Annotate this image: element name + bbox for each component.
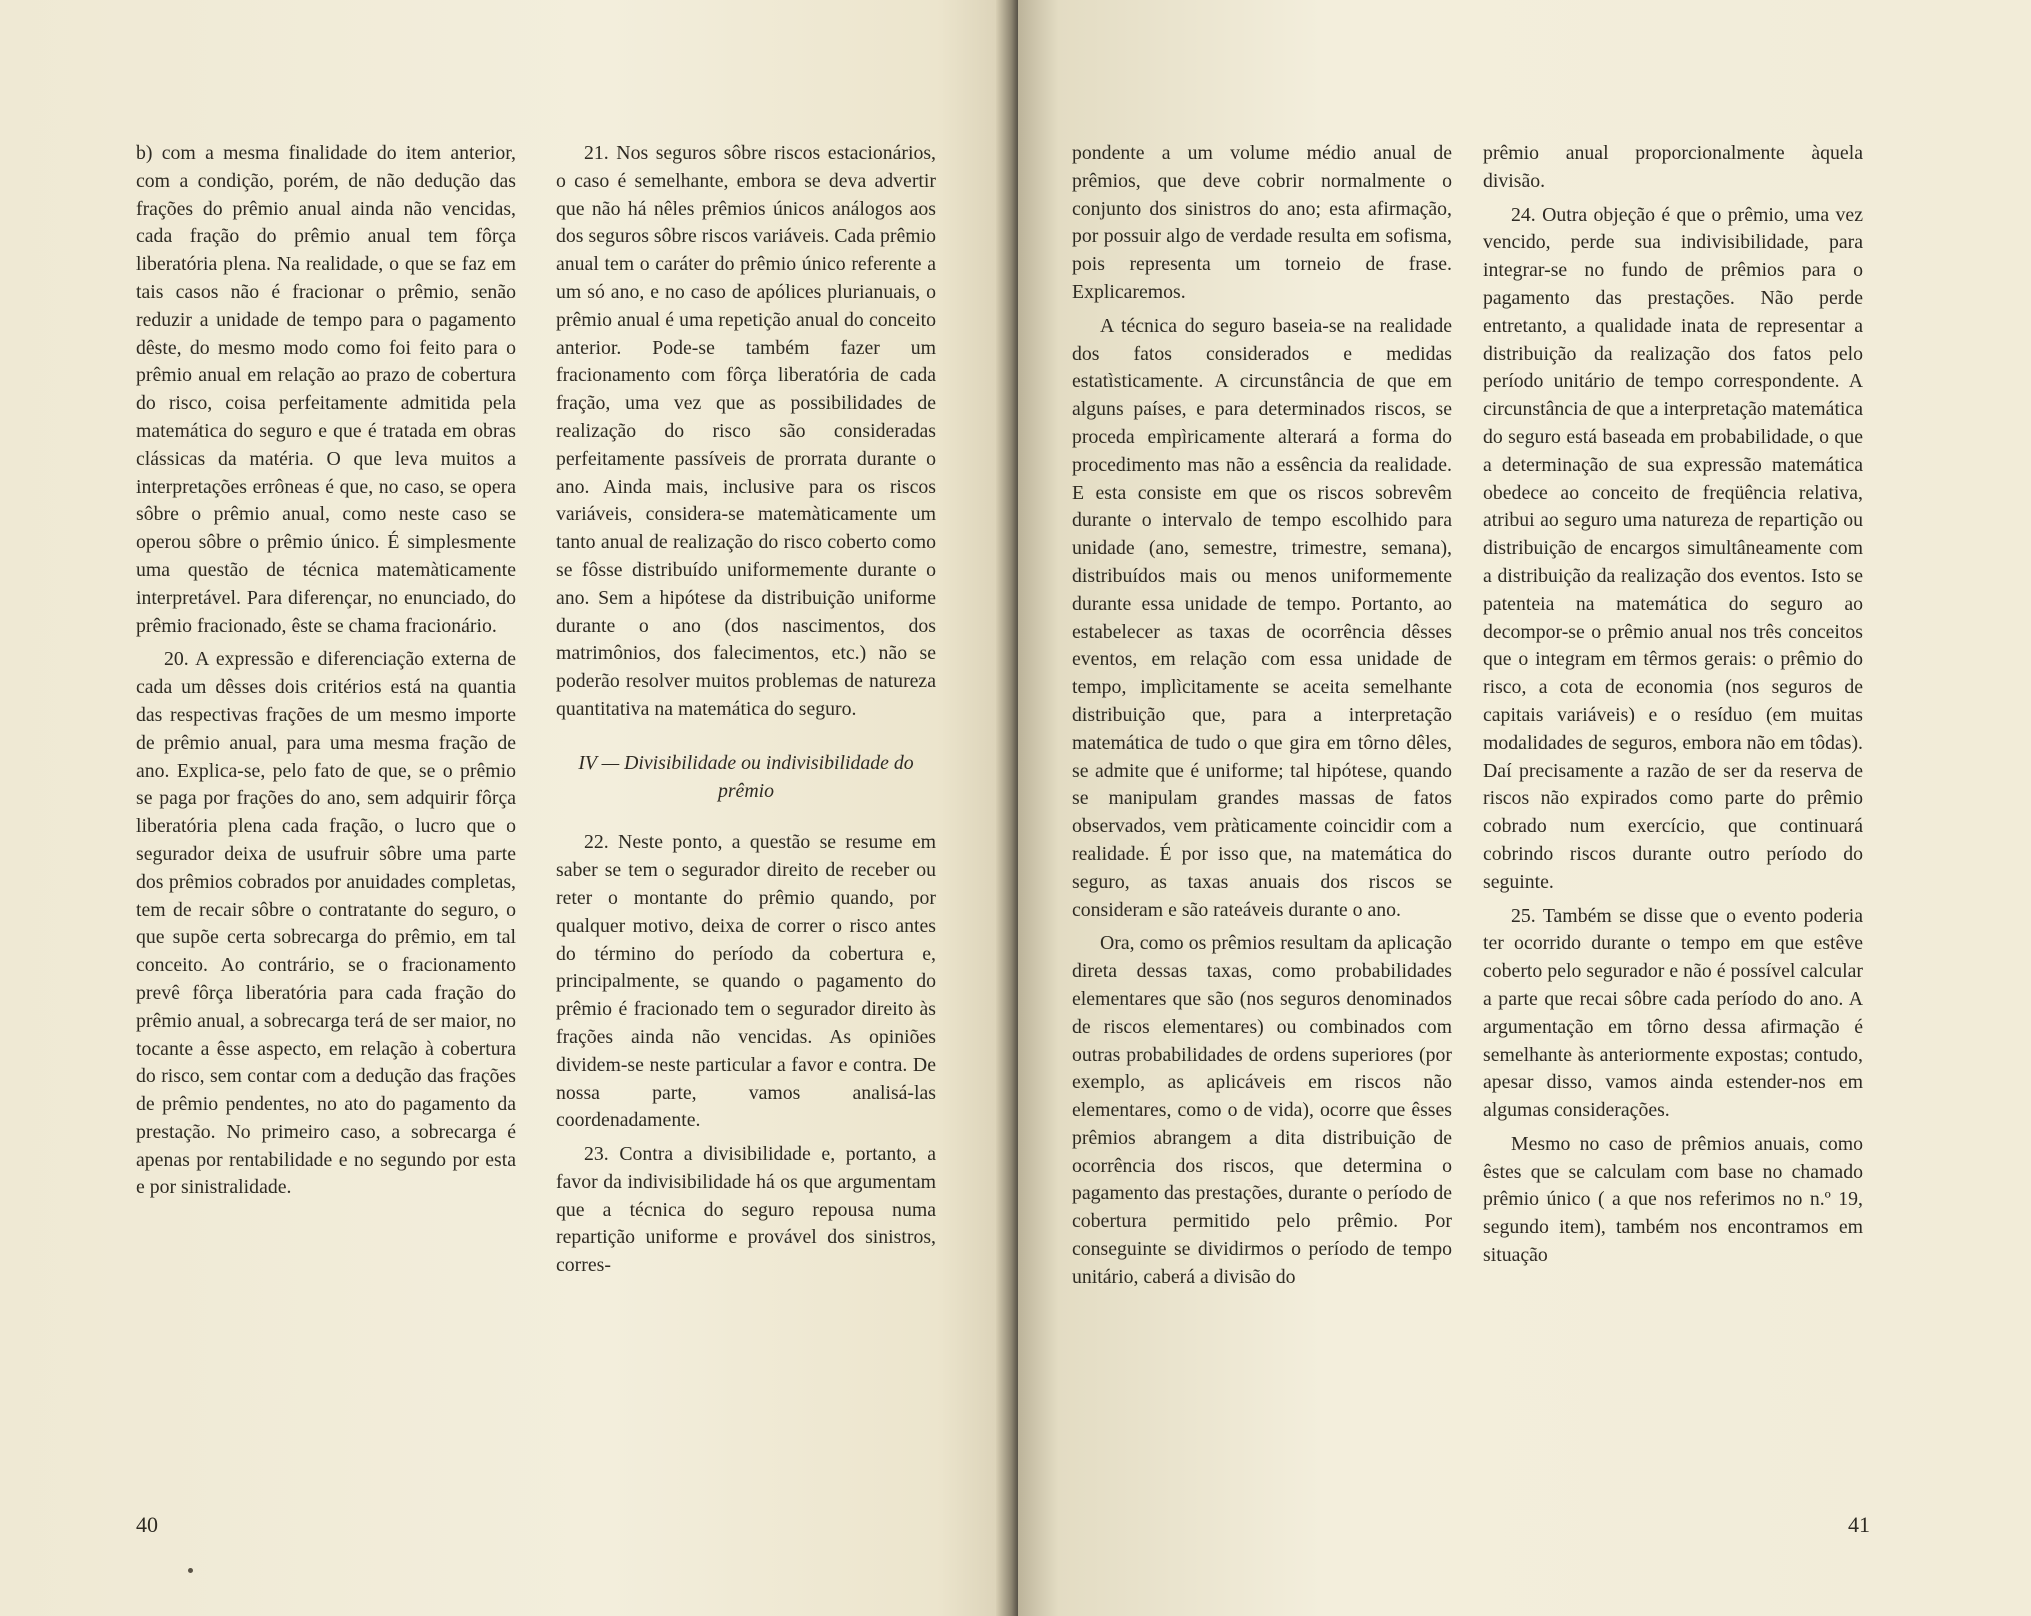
ink-speck [188, 1568, 193, 1573]
paragraph-technique: A técnica do seguro baseia-se na realidade dos fatos considerados e medidas estatìsticamente. A circunstância de que em alguns países, e para determinados riscos, se proceda empìricamente alterará a forma do procedimento mas não a essência da realidade. E esta consiste em que os riscos sobrevêm durante o intervalo de tempo escolhido para unidade (ano, semestre, trimestre, semana), distribuídos mais ou menos uniformemente durante essa unidade de tempo. Portanto, ao estabelecer as taxas de ocorrência dêsses eventos, em relação com essa unidade de tempo, implìcitamente se aceita semelhante distribuição que, para a interpretação matemática de tudo o que gira em tôrno dêles, se admite que é uniforme; tal hipótese, quando se manipulam grandes massas de fatos observados, vem pràticamente coincidir com a realidade. É por isso que, na matemática do seguro, as taxas anuais dos riscos se consideram e são rateáveis durante o ano. [1072, 314, 1452, 921]
page-number-right: 41 [1848, 1512, 1870, 1537]
section-heading: IV — Divisibilidade ou indivisibilidade do prêmio [578, 751, 914, 802]
paragraph-24: 24. Outra objeção é que o prêmio, uma vez vencido, perde sua indivisibilidade, para integrar-se no fundo de prêmios para o pagamento das prestações. Não perde entretanto, a qualidade inata de representar a distribuição da realização dos fatos pelo período unitário de tempo correspondente. A circunstância de que a interpretação matemática do seguro está baseada em probabilidade, o que a determinação de sua expressão matemática obedece ao conceito de freqüência relativa, atribui ao seguro uma natureza de repartição ou distribuição de encargos simultâneamente com a distribuição da realização dos eventos. Isto se patenteia na matemática do seguro ao decompor-se o prêmio anual nos três conceitos que o integram em têrmos gerais: o prêmio do risco, a cota de economia (nos seguros de capitais variáveis) e o resíduo (em muitas modalidades de seguros, embora não em tôdas). Daí precisamente a razão de ser da reserva de riscos não expirados como parte do prêmio cobrado num exercício, que continuará cobrindo riscos durante outro período do seguinte. [1483, 203, 1863, 893]
left-page-column-1 [136, 140, 516, 1510]
paragraph-22: 22. Neste ponto, a questão se resume em saber se tem o segurador direito de receber ou reter o montante do prêmio quando, por qualquer motivo, deixa de correr o risco antes do término do período da cobertura e, principalmente, se quando o pagamento do prêmio é fracionado tem o segurador direito às frações ainda não vencidas. As opiniões dividem-se neste particular a favor e contra. De nossa parte, vamos analisá-las coordenadamente. [556, 831, 936, 1132]
left-page [0, 0, 1008, 1616]
page-number-left: 40 [136, 1512, 158, 1537]
paragraph-continuation: pondente a um volume médio anual de prêmios, que deve cobrir normalmente o conjunto dos sinistros do ano; esta afirmação, por possuir algo de verdade resulta em sofisma, pois representa um torneio de frase. Explicaremos. [1072, 142, 1452, 303]
paragraph-20: 20. A expressão e diferenciação externa de cada um dêsses dois critérios está na quantia das respectivas frações de um mesmo importe de prêmio anual, para uma mesma fração de ano. Explica-se, pelo fato de que, se o prêmio se paga por frações do ano, sem adquirir fôrça liberatória plena cada fração, o lucro que o segurador deixa de usufruir sôbre uma parte dos prêmios cobrados por anuidades completas, tem de recair sôbre o contratante do seguro, o que supõe certa sobrecarga do prêmio, em tal conceito. Ao contrário, se o fracionamento prevê fôrça liberatória para cada fração do prêmio anual, a sobrecarga terá de ser maior, no tocante a êsse aspecto, em relação à cobertura do risco, sem contar com a dedução das frações de prêmio pendentes, no ato do pagamento da prestação. No primeiro caso, a sobrecarga é apenas por rentabilidade e no segundo por esta e por sinistralidade. [136, 648, 516, 1199]
paragraph-ora: Ora, como os prêmios resultam da aplicação direta dessas taxas, como probabilidades elementares que são (nos seguros denominados de riscos elementares) ou combinados com outras probabilidades de ordens superiores (por exemplo, as aplicáveis em riscos não elementares, como o de vida), ocorre que êsses prêmios abrangem a dita distribuição de ocorrência dos riscos, que determina o pagamento das prestações, durante o período de cobertura permitido pelo prêmio. Por conseguinte se dividirmos o período de tempo unitário, caberá a divisão do [1072, 932, 1452, 1288]
paragraph-continuation-2: prêmio anual proporcionalmente àquela divisão. [1483, 142, 1863, 192]
right-page-column-1 [1072, 140, 1452, 1510]
paragraph-mesmo: Mesmo no caso de prêmios anuais, como êstes que se calculam com base no chamado prêmio único ( a que nos referimos no n.º 19, segundo item), também nos encontramos em situação [1483, 1132, 1863, 1267]
left-page-column-2 [556, 140, 936, 1510]
paragraph-21: 21. Nos seguros sôbre riscos estacionários, o caso é semelhante, embora se deva advertir que não há nêles prêmios únicos análogos aos dos seguros sôbre riscos variáveis. Cada prêmio anual tem o caráter do prêmio único referente a um só ano, e no caso de apólices plurianuais, o prêmio anual é uma repetição anual do conceito anterior. Pode-se também fazer um fracionamento com fôrça liberatória de cada fração, uma vez que as possibilidades de realização do risco são consideradas perfeitamente passíveis de prorrata durante o ano. Ainda mais, inclusive para os riscos variáveis, considera-se matemàticamente um tanto anual de realização do risco coberto como se fôsse distribuído uniformemente durante o ano. Sem a hipótese da distribuição uniforme durante o ano (dos nascimentos, dos matrimônios, dos falecimentos, etc.) não se poderão resolver muitos problemas de natureza quantitativa na matemática do seguro. [556, 142, 936, 720]
paragraph-item-b: b) com a mesma finalidade do item anterior, com a condição, porém, de não dedução das frações do prêmio anual ainda não vencidas, cada fração do prêmio anual tem fôrça liberatória plena. Na realidade, o que se faz em tais casos não é fracionar o prêmio, senão reduzir a unidade de tempo para o pagamento dêste, do mesmo modo como foi feito para o prêmio anual em relação ao prazo de cobertura do risco, coisa perfeitamente admitida pela matemática do seguro e que é tratada em obras clássicas da matéria. O que leva muitos a interpretações errôneas é que, no caso, se opera sôbre o prêmio anual, como neste caso se operou sôbre o prêmio único. É simplesmente uma questão de técnica matemàticamente interpretável. Para diferençar, no enunciado, do prêmio fracionado, êste se chama fracionário. [136, 142, 516, 637]
paragraph-25: 25. Também se disse que o evento poderia ter ocorrido durante o tempo em que estêve coberto pelo segurador e não é possível calcular a parte que recai sôbre cada período do ano. A argumentação em tôrno dessa afirmação é semelhante às anteriormente expostas; contudo, apesar disso, vamos ainda estender-nos em algumas considerações. [1483, 904, 1863, 1122]
right-page [1018, 0, 2031, 1616]
right-page-column-2 [1483, 140, 1863, 1510]
paragraph-23: 23. Contra a divisibilidade e, portanto, a favor da indivisibilidade há os que argumentam que a técnica do seguro repousa numa repartição uniforme e provável dos sinistros, corres- [556, 1143, 936, 1277]
